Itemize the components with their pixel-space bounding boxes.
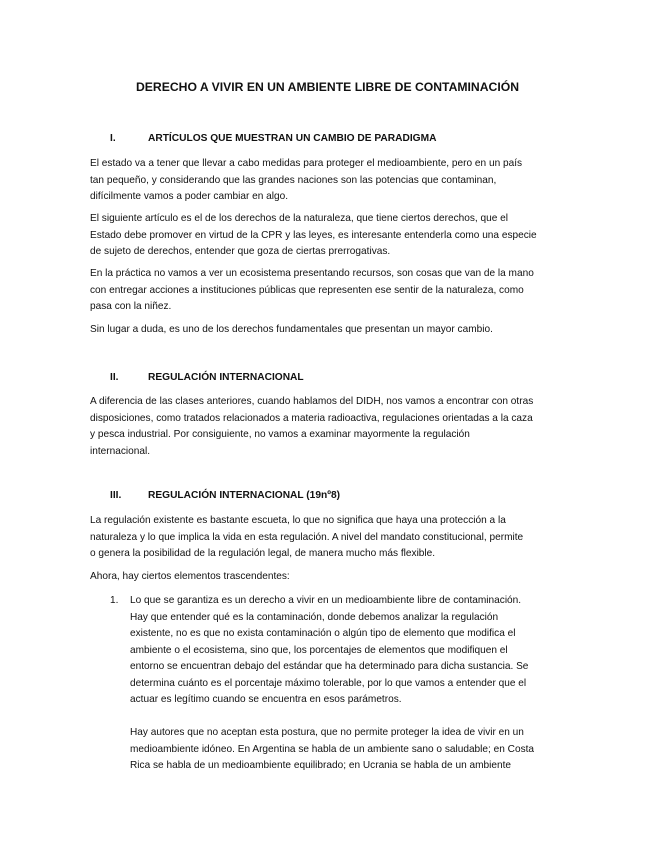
text-line: A diferencia de las clases anteriores, cuando hablamos del DIDH, nos vamos a encontrar con otras [90, 396, 534, 407]
text-line: medioambiente idóneo. En Argentina se habla de un ambiente sano o saludable; en Costa [130, 743, 535, 755]
text-line: pasa con la niñez. [90, 301, 172, 312]
section-number: I. [110, 133, 116, 144]
text-line: naturaleza y lo que implica la vida en esta regulación. A nivel del mandato constitucional, permite [90, 531, 524, 543]
text-line: disposiciones, como tratados relacionados a materia radioactiva, regulaciones orientadas a la caza [90, 412, 533, 424]
text-line: ambiente o el ecosistema, sino que, los porcentajes de elementos que modifiquen el [130, 644, 508, 656]
text-line: existente, no es que no exista contaminación o algún tipo de elemento que modifica el [130, 628, 516, 639]
list-number: 1. [110, 595, 119, 606]
paragraph [90, 266, 565, 316]
text-line: Lo que se garantiza es un derecho a vivir en un medioambiente libre de contaminación. [130, 595, 522, 606]
section-title: REGULACIÓN INTERNACIONAL (19nº8) [148, 490, 341, 501]
text-line: En la práctica no vamos a ver un ecosistema presentando recursos, son cosas que van de la mano [90, 268, 534, 279]
document-title: DERECHO A VIVIR EN UN AMBIENTE LIBRE DE CONTAMINACIÓN [135, 80, 519, 94]
text-line: La regulación existente es bastante escueta, lo que no significa que haya una protección a la [90, 515, 506, 526]
text-line: y pesca industrial. Por consiguiente, no vamos a examinar mayormente la regulación [90, 429, 470, 440]
section-heading [110, 372, 304, 383]
paragraph [90, 322, 565, 339]
paragraph [90, 513, 565, 563]
text-line: Rica se habla de un medioambiente equilibrado; en Ucrania se habla de un ambiente [130, 760, 512, 771]
paragraph [90, 156, 565, 206]
list-item-body [130, 593, 570, 775]
text-line: o genera la posibilidad de la regulación legal, de manera mucho más flexible. [90, 548, 436, 559]
section-heading [110, 133, 436, 144]
text-line: determina cuánto es el porcentaje máximo tolerable, por lo que vamos a entender que el [130, 677, 527, 689]
paragraph [90, 569, 565, 586]
text-line: Sin lugar a duda, es uno de los derechos fundamentales que presentan un mayor cambio. [90, 324, 493, 335]
text-line: de sujeto de derechos, entender que goza de ciertas prerrogativas. [90, 246, 391, 257]
section-heading [110, 490, 340, 501]
section-title: REGULACIÓN INTERNACIONAL [148, 372, 304, 383]
text-line: Ahora, hay ciertos elementos trascendentes: [90, 571, 290, 582]
text-line: entorno se encuentran debajo del estándar que ha determinado para dicha sustancia. Se [130, 661, 529, 672]
text-line: con entregar acciones a instituciones públicas que representen ese sentir de la naturaleza, como [90, 284, 524, 296]
text-line: El estado va a tener que llevar a cabo medidas para proteger el medioambiente, pero en un país [90, 158, 523, 169]
section-title: ARTÍCULOS QUE MUESTRAN UN CAMBIO DE PARADIGMA [148, 133, 437, 144]
paragraph [90, 211, 565, 261]
section-number: III. [110, 490, 122, 501]
section-number: II. [110, 372, 119, 383]
text-line: Estado debe promover en virtud de la CPR y las leyes, es interesante entenderla como una especie [90, 229, 537, 241]
text-line: Hay que entender qué es la contaminación, donde debemos analizar la regulación [130, 611, 499, 623]
text-line: Hay autores que no aceptan esta postura, que no permite proteger la idea de vivir en un [130, 727, 524, 738]
text-line: internacional. [90, 445, 151, 457]
text-line: actuar es legítimo cuando se encuentra en esos parámetros. [130, 694, 402, 705]
blank-line [130, 709, 570, 726]
paragraph [90, 394, 565, 460]
text-line: difícilmente vamos a poder cambiar en algo. [90, 191, 289, 202]
text-line: El siguiente artículo es el de los derechos de la naturaleza, que tiene ciertos derechos, que el [90, 213, 509, 224]
text-line: tan pequeño, y considerando que las grandes naciones son las potencias que contaminan, [90, 174, 497, 186]
